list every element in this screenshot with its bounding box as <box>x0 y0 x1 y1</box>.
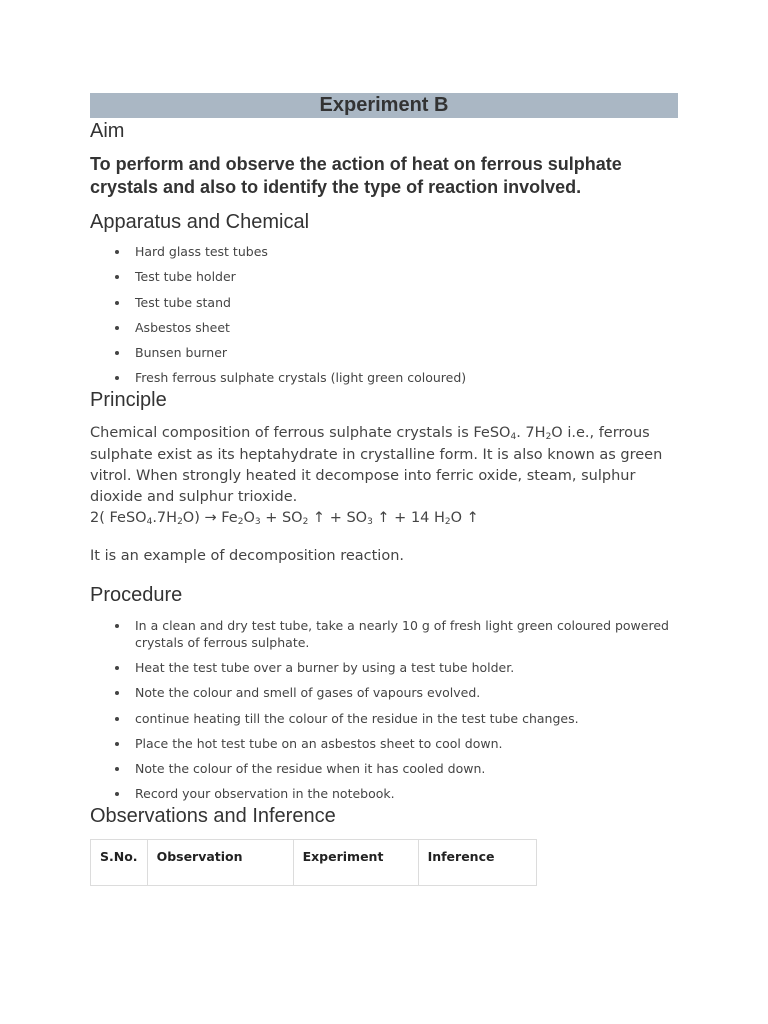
apparatus-heading: Apparatus and Chemical <box>90 211 310 233</box>
aim-text: To perform and observe the action of heat on ferrous sulphate crystals and also to identify the type of reaction involved. <box>90 154 622 197</box>
list-item: Test tube holder <box>135 268 678 285</box>
observations-table <box>90 839 537 886</box>
list-item: In a clean and dry test tube, take a nearly 10 g of fresh light green coloured powered crystals of ferrous sulphate. <box>135 617 678 651</box>
list-item: Note the colour and smell of gases of vapours evolved. <box>135 684 678 701</box>
list-item: Place the hot test tube on an asbestos sheet to cool down. <box>135 735 678 752</box>
column-header-inference: Inference <box>418 840 536 886</box>
table-header-row <box>91 840 537 886</box>
reaction-equation: 2( $FeSO_4.7H_2O) \to Fe_2O_3 + SO_2$ ↑ + $SO_3$ ↑ + 14 $H_2O$ ↑ <box>90 510 479 528</box>
list-item: Hard glass test tubes <box>135 243 678 260</box>
list-item: Note the colour of the residue when it has cooled down. <box>135 760 678 777</box>
list-item: Fresh ferrous sulphate crystals (light green coloured) <box>135 369 678 386</box>
column-header-experiment: Experiment <box>293 840 418 886</box>
column-header-observation: Observation <box>147 840 293 886</box>
column-header-sno: S.No. <box>91 840 148 886</box>
observations-heading: Observations and Inference <box>90 805 336 828</box>
experiment-title: Experiment B <box>90 93 678 118</box>
apparatus-list <box>90 243 678 386</box>
list-item: Asbestos sheet <box>135 319 678 336</box>
principle-paragraph: Chemical composition of ferrous sulphate crystals is FeSO$_4$. $7H_2O$ i.e., ferrous sulphate exist as its heptahydrate in crystalline form. It is also known as green vitrol. When strongly heated it decompose into ferric oxide, steam, sulphur dioxide and sulphur trioxide. <box>90 425 663 506</box>
document-page <box>90 93 678 886</box>
procedure-heading: Procedure <box>90 583 183 606</box>
procedure-list <box>90 617 678 803</box>
principle-conclusion: It is an example of decomposition reaction. <box>90 547 404 564</box>
principle-heading: Principle <box>90 389 167 412</box>
list-item: Test tube stand <box>135 294 678 311</box>
list-item: continue heating till the colour of the residue in the test tube changes. <box>135 710 678 727</box>
list-item: Heat the test tube over a burner by using a test tube holder. <box>135 659 678 676</box>
list-item: Record your observation in the notebook. <box>135 785 678 802</box>
aim-heading: Aim <box>90 120 125 142</box>
list-item: Bunsen burner <box>135 344 678 361</box>
